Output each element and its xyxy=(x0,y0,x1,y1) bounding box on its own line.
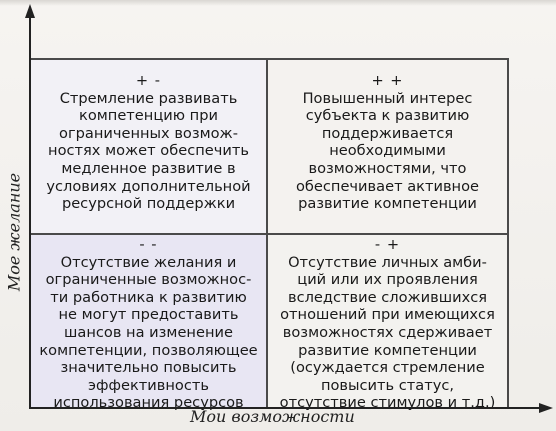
y-axis-arrow-icon xyxy=(25,4,35,18)
quadrant-signs: + - xyxy=(135,72,162,89)
quadrant-text: Отсутствие желания и ограниченные возможнос- ти работника к развитию не могут предоставить шансов на изменение компетенции, позволяющее значительно повысить эффективность использования ресурсов xyxy=(39,253,258,412)
quadrant-text: Стремление развивать компетенцию при ограниченных возмож- ностях может обеспечить медленное развитие в условиях дополнительной ресурсной поддержки xyxy=(46,89,251,213)
quadrant-signs: - + xyxy=(374,236,401,253)
quadrant-signs: - - xyxy=(139,236,158,253)
quadrant-signs: + + xyxy=(371,72,404,89)
quadrant-text: Повышенный интерес субъекта к развитию поддерживается необходимыми возможностями, что обеспечивает активное развитие компетенции xyxy=(295,89,479,213)
y-axis-label: Мое желание xyxy=(4,172,24,292)
x-axis-arrow-icon xyxy=(539,403,553,413)
x-axis-label: Мои возможности xyxy=(190,407,355,426)
quadrant-text: Отсутствие личных амби- ций или их проявления вследствие сложившихся отношений при имеющихся возможностях сдерживает развитие компетенции (осуждается стремление повысить статус, отсутствие стимулов и т.д.) xyxy=(279,253,496,412)
